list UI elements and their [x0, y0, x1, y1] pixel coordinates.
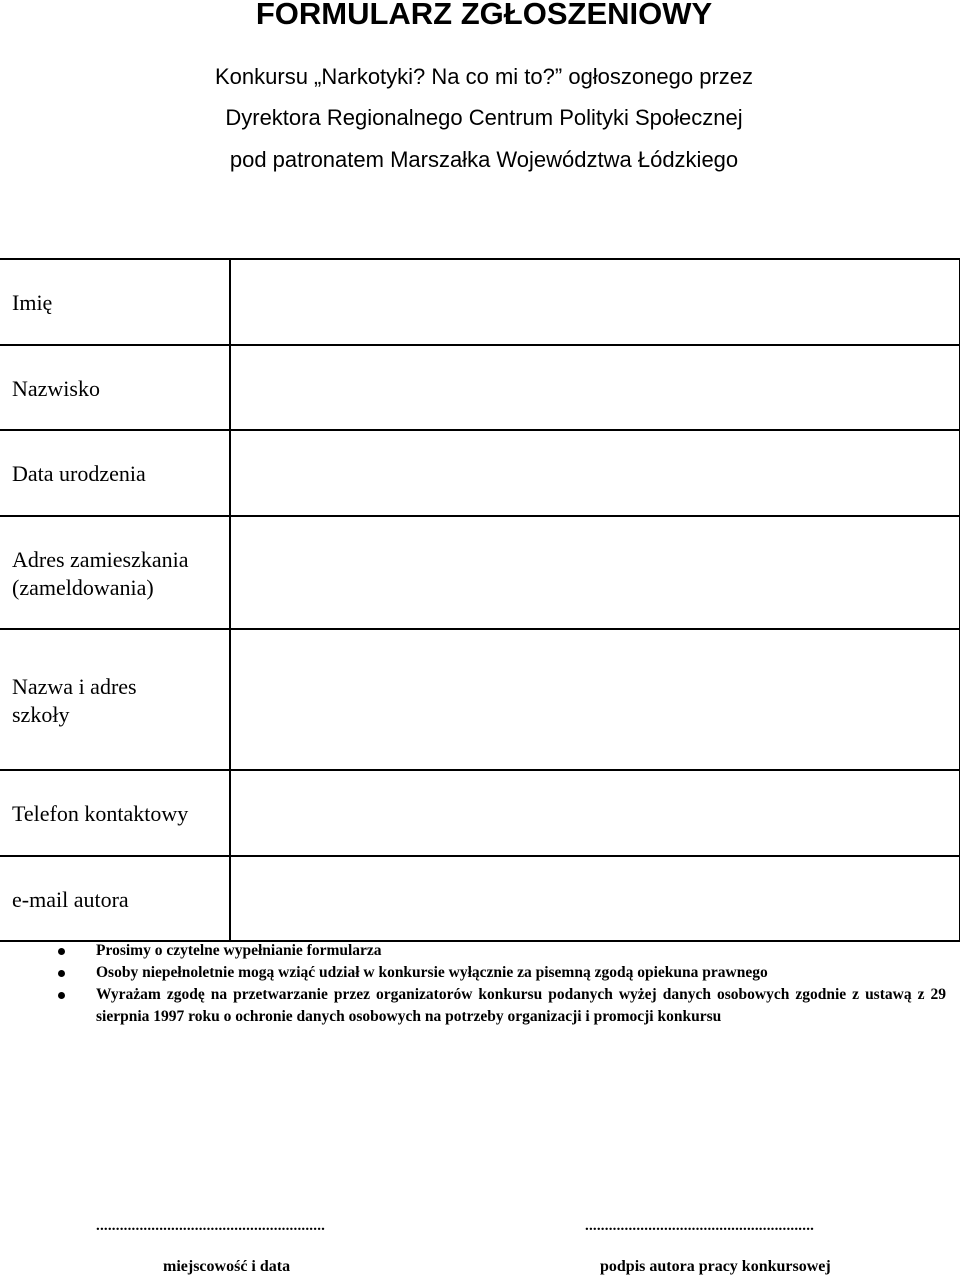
- note-text: Wyrażam zgodę na przetwarzanie przez organizatorów konkursu podanych wyżej danych osobowych zgodnie z ustawą z 29 sierpnia 1997 roku o ochronie danych osobowych na potrzeby organizacji i promocji konkursu: [96, 986, 946, 1025]
- form-notes-list: [0, 940, 960, 1028]
- author-signature-label: podpis autora pracy konkursowej: [600, 1258, 831, 1275]
- first-name-field[interactable]: [230, 259, 960, 345]
- birth-date-label: Data urodzenia: [0, 430, 230, 516]
- address-label-line-1: Adres zamieszkania: [12, 546, 189, 572]
- address-field[interactable]: [230, 516, 960, 629]
- form-row-phone: [0, 770, 960, 856]
- bullet-icon: [58, 970, 65, 977]
- subtitle-line-1: Konkursu „Narkotyki? Na co mi to?” ogłoszonego przez: [214, 64, 754, 89]
- last-name-label: Nazwisko: [0, 345, 230, 430]
- school-field[interactable]: [230, 629, 960, 770]
- place-date-signature-line: ..........................................................: [96, 1218, 326, 1234]
- note-item: [0, 984, 960, 1028]
- form-title: FORMULARZ ZGŁOSZENIOWY: [255, 0, 713, 31]
- note-item: [0, 940, 960, 962]
- note-item: [0, 962, 960, 984]
- form-row-last-name: [0, 345, 960, 430]
- form-row-address: [0, 516, 960, 629]
- form-row-school: [0, 629, 960, 770]
- author-signature-line: ..........................................................: [585, 1218, 815, 1234]
- address-label-line-2: (zameldowania): [12, 574, 154, 600]
- email-field[interactable]: [230, 856, 960, 941]
- note-text: Osoby niepełnoletnie mogą wziąć udział w konkursie wyłącznie za pisemną zgodą opiekuna prawnego: [96, 964, 768, 981]
- phone-field[interactable]: [230, 770, 960, 856]
- address-label: [0, 516, 230, 629]
- form-row-email: [0, 856, 960, 941]
- email-label: e-mail autora: [0, 856, 230, 941]
- phone-label: Telefon kontaktowy: [0, 770, 230, 856]
- school-label-line-2: szkoły: [12, 701, 70, 727]
- bullet-icon: [58, 948, 65, 955]
- school-label-line-1: Nazwa i adres: [12, 673, 137, 699]
- place-date-label: miejscowość i data: [163, 1258, 291, 1275]
- last-name-field[interactable]: [230, 345, 960, 430]
- registration-form-table: [0, 258, 960, 942]
- bullet-icon: [58, 992, 65, 999]
- form-row-first-name: [0, 259, 960, 345]
- subtitle-line-2: Dyrektora Regionalnego Centrum Polityki Społecznej: [225, 105, 743, 130]
- first-name-label: Imię: [0, 259, 230, 345]
- form-row-birth-date: [0, 430, 960, 516]
- school-label: [0, 629, 230, 770]
- note-text: Prosimy o czytelne wypełnianie formularza: [96, 942, 382, 959]
- birth-date-field[interactable]: [230, 430, 960, 516]
- subtitle-line-3: pod patronatem Marszałka Województwa Łódzkiego: [229, 147, 739, 172]
